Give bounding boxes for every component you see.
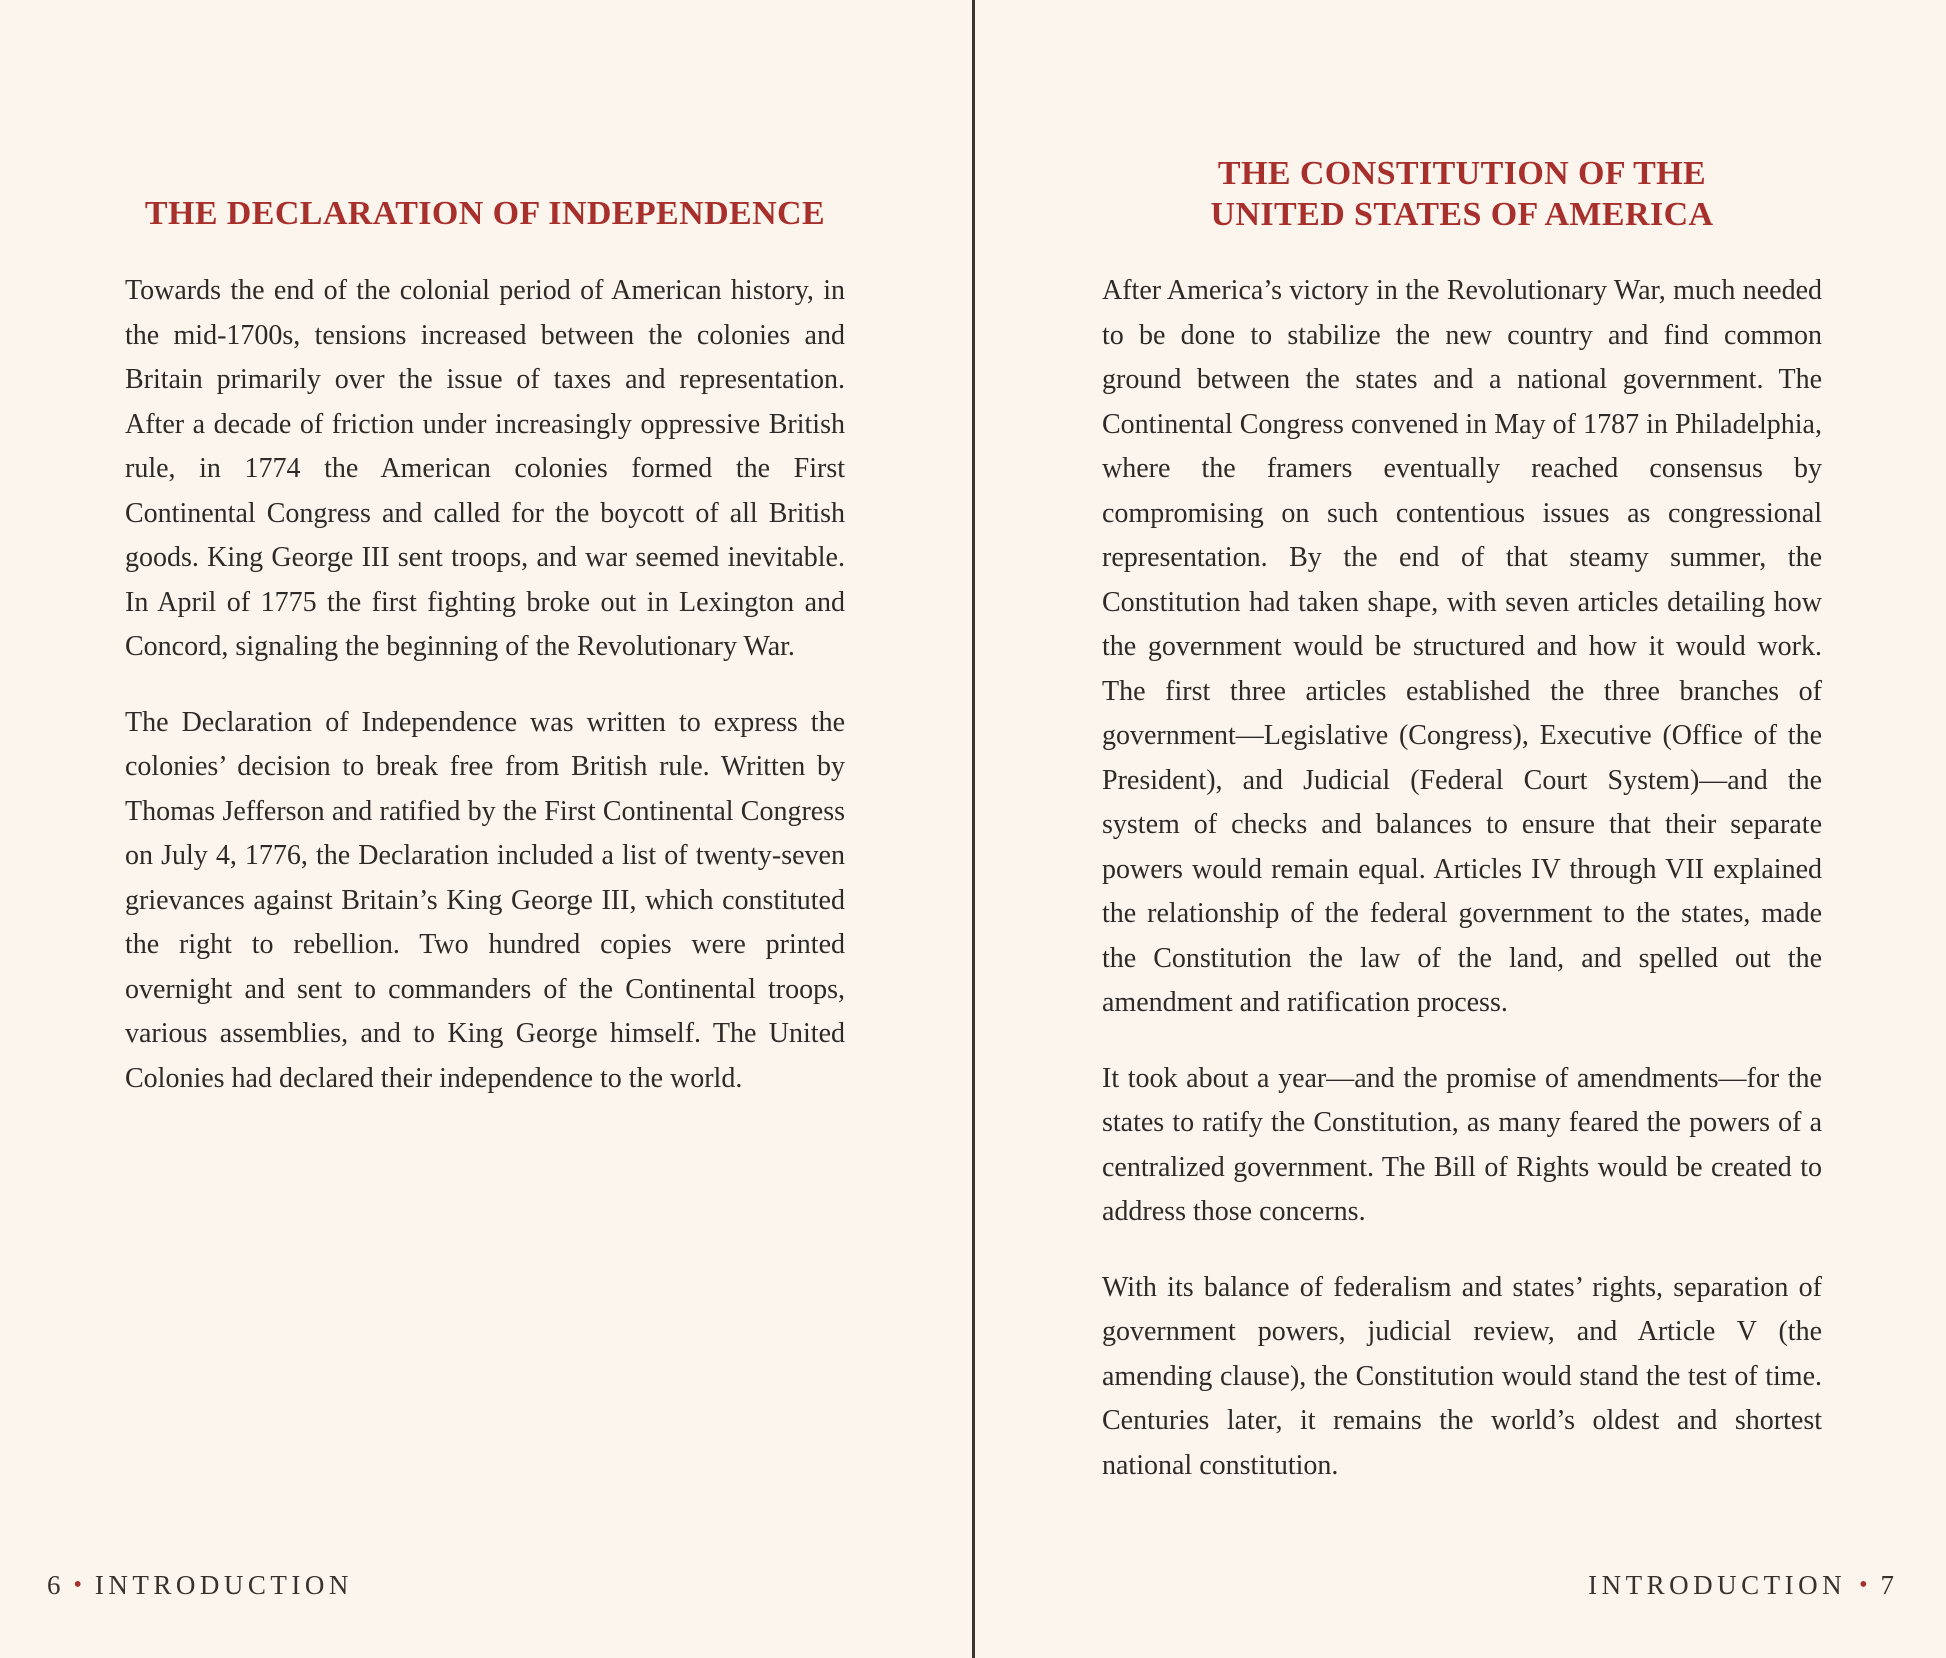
page-divider <box>972 0 975 1658</box>
left-page-body <box>125 269 845 1101</box>
left-footer-bullet-icon: • <box>73 1572 82 1598</box>
right-paragraph-3: With its balance of federalism and states’ rights, separation of government powers, judicial review, and Article V (the amending clause), the Constitution would stand the test of time. Centuries later, it remains the world’s oldest and shortest national constitution. <box>1102 1271 1822 1481</box>
right-paragraph-1: After America’s victory in the Revolutionary War, much needed to be done to stabilize the new country and find common ground between the states and a national government. The Continental Congress convened in May of 1787 in Philadelphia, where the framers eventually reached consensus by compromising on such contentious issues as congressional representation. By the end of that steamy summer, the Constitution had taken shape, with seven articles detailing how the government would be structured and how it would work. The first three articles established the three branches of government—Legislative (Congress), Executive (Office of the President), and Judicial (Federal Court System)—and the system of checks and balances to ensure that their separate powers would remain equal. Articles IV through VII explained the relationship of the federal government to the states, made the Constitution the law of the land, and spelled out the amendment and ratification process. <box>1102 275 1822 1018</box>
left-footer-section-label: INTRODUCTION <box>94 1570 353 1600</box>
left-paragraph-2: The Declaration of Independence was written to express the colonies’ decision to break free from British rule. Written by Thomas Jefferson and ratified by the First Continental Congress on July 4, 1776, the Declaration included a list of twenty-seven grievances against Britain’s King George III, which constituted the right to rebellion. Two hundred copies were printed overnight and sent to commanders of the Continental troops, various assemblies, and to King George himself. The United Colonies had declared their independence to the world. <box>125 706 845 1094</box>
right-footer-bullet-icon: • <box>1859 1572 1868 1598</box>
left-paragraph-1: Towards the end of the colonial period of American history, in the mid-1700s, tensions increased between the colonies and Britain primarily over the issue of taxes and representation. After a decade of friction under increasingly oppressive British rule, in 1774 the American colonies formed the First Continental Congress and called for the boycott of all British goods. King George III sent troops, and war seemed inevitable. In April of 1775 the first fighting broke out in Lexington and Concord, signaling the beginning of the Revolutionary War. <box>125 275 845 662</box>
right-page-title-line-2: UNITED STATES OF AMERICA <box>1210 196 1714 233</box>
right-running-footer <box>1588 1570 1894 1601</box>
left-running-footer <box>47 1570 353 1601</box>
right-paragraph-2: It took about a year—and the promise of amendments—for the states to ratify the Constitution, as many feared the powers of a centralized government. The Bill of Rights would be created to address those concerns. <box>1102 1062 1822 1227</box>
left-page-number: 6 <box>47 1570 61 1600</box>
right-page <box>1102 0 1822 1488</box>
right-page-title-line-1: THE CONSTITUTION OF THE <box>1217 155 1707 192</box>
right-footer-section-label: INTRODUCTION <box>1588 1570 1847 1600</box>
right-page-body <box>1102 269 1822 1488</box>
right-page-title <box>1102 153 1822 235</box>
right-page-number: 7 <box>1880 1570 1894 1600</box>
left-page <box>125 0 845 1101</box>
left-page-title: THE DECLARATION OF INDEPENDENCE <box>144 195 826 232</box>
